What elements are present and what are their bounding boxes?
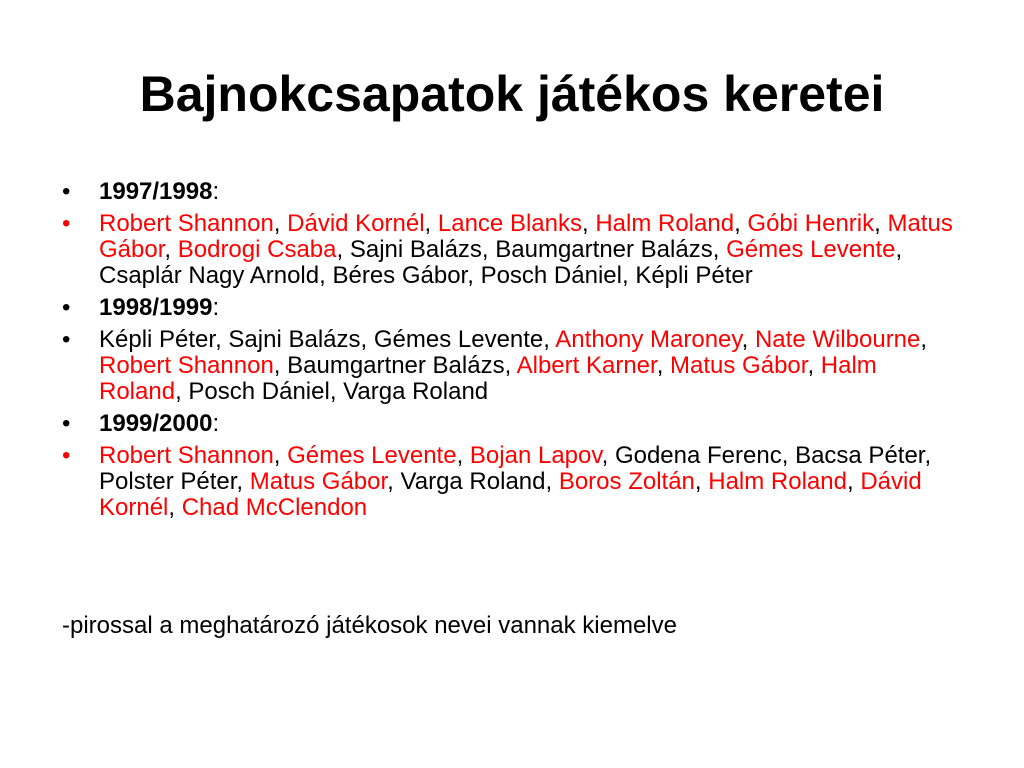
key-player-name: Halm Roland (708, 468, 847, 495)
bullet-icon: • (62, 410, 71, 437)
season-roster (62, 327, 962, 405)
player-name: Baumgartner Balázs (495, 236, 713, 263)
separator: , (694, 468, 709, 495)
separator: , (329, 378, 344, 405)
roster-text (99, 326, 927, 405)
separator: , (920, 326, 928, 353)
player-name: Posch Dániel (188, 378, 330, 405)
key-player-name: Nate Wilbourne (754, 326, 921, 353)
separator: , (387, 468, 401, 495)
separator: , (164, 236, 178, 263)
player-name: Varga Roland (343, 378, 489, 405)
season-year: 1999/2000 (99, 410, 213, 437)
separator: , (895, 236, 903, 263)
key-player-name: Anthony Maroney (555, 326, 742, 353)
separator: , (807, 352, 821, 379)
separator: , (734, 210, 748, 237)
player-name: Képli Péter (635, 262, 753, 289)
separator: , (424, 210, 438, 237)
key-player-name: Robert Shannon (99, 442, 274, 469)
key-player-name: Matus Gábor (249, 468, 388, 495)
colon: : (212, 294, 220, 321)
key-player-name: Chad McClendon (181, 494, 368, 521)
player-name: Sajni Balázs (349, 236, 482, 263)
separator: , (581, 210, 596, 237)
separator: , (273, 210, 288, 237)
separator: , (741, 326, 755, 353)
player-name: Csaplár Nagy Arnold (99, 262, 320, 289)
season-header (62, 411, 962, 437)
separator: , (215, 326, 229, 353)
colon: : (212, 178, 220, 205)
key-player-name: Gémes Levente (726, 236, 896, 263)
roster-text (99, 210, 953, 289)
key-player-name: Góbi Henrik (747, 210, 875, 237)
bullet-icon: • (62, 442, 71, 469)
separator: , (621, 262, 636, 289)
season-roster (62, 211, 962, 289)
separator: , (656, 352, 671, 379)
bullet-icon: • (62, 326, 71, 353)
separator: , (481, 236, 496, 263)
separator: , (545, 468, 559, 495)
separator: , (924, 442, 932, 469)
key-player-name: Robert Shannon (99, 352, 274, 379)
slide-title: Bajnokcsapatok játékos keretei (139, 66, 885, 122)
player-name: Gémes Levente (373, 326, 544, 353)
key-player-name: Matus Gábor (99, 210, 953, 263)
separator: , (236, 468, 250, 495)
player-name: Baumgartner Balázs (287, 352, 505, 379)
player-name: Varga Roland (400, 468, 546, 495)
key-player-name: Robert Shannon (99, 210, 274, 237)
season-list (62, 179, 962, 527)
separator: , (601, 442, 615, 469)
roster-text (99, 442, 931, 521)
key-player-name: Dávid Kornél (99, 468, 922, 521)
player-name: Sajni Balázs (228, 326, 361, 353)
key-player-name: Bojan Lapov (469, 442, 602, 469)
key-player-name: Halm Roland (595, 210, 735, 237)
key-player-name: Gémes Levente (287, 442, 457, 469)
separator: , (273, 352, 288, 379)
season-header (62, 295, 962, 321)
key-player-name: Albert Karner (516, 352, 657, 379)
separator: , (168, 494, 182, 521)
separator: , (360, 326, 374, 353)
key-player-name: Dávid Kornél (287, 210, 425, 237)
colon: : (212, 410, 220, 437)
separator: , (504, 352, 517, 379)
player-name: Képli Péter (99, 326, 216, 353)
bullet-icon: • (62, 294, 71, 321)
separator: , (319, 262, 333, 289)
footnote: -pirossal a meghatározó játékosok nevei vannak kiemelve (62, 612, 677, 639)
player-name: Polster Péter (99, 468, 237, 495)
player-name: Béres Gábor (332, 262, 468, 289)
season-year: 1997/1998 (99, 178, 213, 205)
separator: , (846, 468, 861, 495)
bullet-icon: • (62, 210, 71, 237)
player-name: Posch Dániel (480, 262, 622, 289)
season-header (62, 179, 962, 205)
key-player-name: Halm Roland (99, 352, 877, 405)
separator: , (175, 378, 189, 405)
season-year: 1998/1999 (99, 294, 213, 321)
separator: , (874, 210, 888, 237)
key-player-name: Lance Blanks (437, 210, 582, 237)
bullet-icon: • (62, 178, 71, 205)
separator: , (336, 236, 350, 263)
separator: , (712, 236, 727, 263)
separator: , (781, 442, 796, 469)
key-player-name: Matus Gábor (670, 352, 808, 379)
separator: , (456, 442, 470, 469)
separator: , (543, 326, 556, 353)
key-player-name: Boros Zoltán (558, 468, 695, 495)
separator: , (273, 442, 288, 469)
separator: , (467, 262, 481, 289)
key-player-name: Bodrogi Csaba (177, 236, 337, 263)
player-name: Bacsa Péter (795, 442, 925, 469)
player-name: Godena Ferenc (614, 442, 782, 469)
season-roster (62, 443, 962, 521)
